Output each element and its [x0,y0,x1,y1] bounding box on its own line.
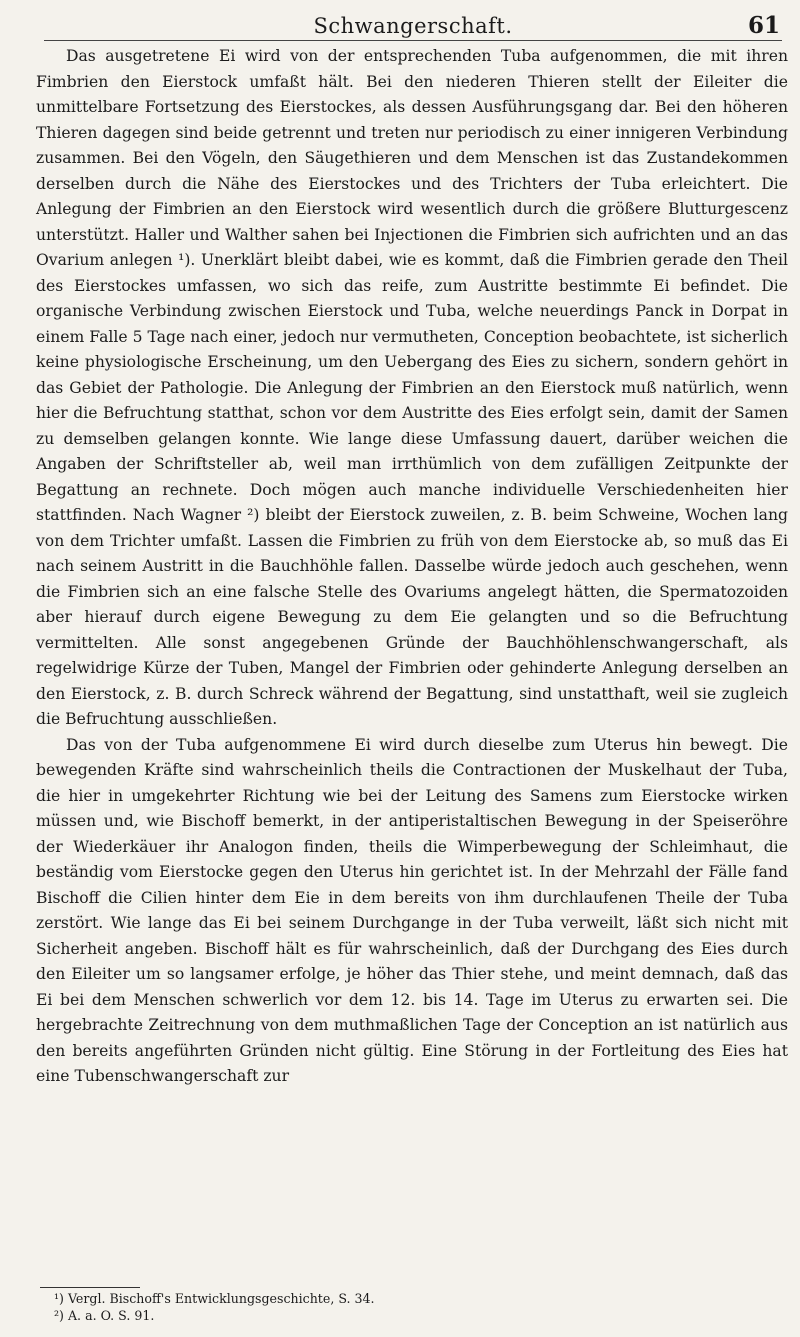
footnotes [54,1290,788,1324]
paragraph-2: Das von der Tuba aufgenommene Ei wird durch dieselbe zum Uterus hin bewegt. Die bewegenden Kräfte sind wahrscheinlich theils die Contractionen der Muskelhaut der Tuba, die hier in umgekehrter Richtung wie bei der Leitung des Samens zum Eierstocke wirken müssen und, wie Bischoff bemerkt, in der antiperistaltischen Bewegung in der Speiseröhre der Wiederkäuer ihr Analogon finden, theils die Wimperbewegung der Schleimhaut, die beständig vom Eierstocke gegen den Uterus hin gerichtet ist. In der Mehrzahl der Fälle fand Bischoff die Cilien hinter dem Eie in dem bereits von ihm durchlaufenen Theile der Tuba zerstört. Wie lange das Ei bei seinem Durchgange in der Tuba verweilt, läßt sich nicht mit Sicherheit angeben. Bischoff hält es für wahrscheinlich, daß der Durchgang des Eies durch den Eileiter um so langsamer erfolge, je höher das Thier stehe, und meint demnach, daß das Ei bei dem Menschen schwerlich vor dem 12. bis 14. Tage im Uterus zu erwarten sei. Die hergebrachte Zeitrechnung von dem muthmaßlichen Tage der Conception an ist natürlich aus den bereits angeführten Gründen nicht gültig. Eine Störung in der Fortleitung des Eies hat eine Tubenschwangerschaft zur [36,735,788,1085]
running-head: Schwangerschaft. [313,14,513,38]
page-header [44,10,782,41]
body-text [36,44,788,1090]
footnote-divider [40,1287,140,1288]
footnote-2: ²) A. a. O. S. 91. [54,1308,155,1323]
paragraph-1: Das ausgetretene Ei wird von der entsprechenden Tuba aufgenommen, die mit ihren Fimbrien den Eierstock umfaßt hält. Bei den niederen Thieren stellt der Eileiter die unmittelbare Fortsetzung des Eierstockes, als dessen Ausführungsgang dar. Bei den höheren Thieren dagegen sind beide getrennt und treten nur periodisch zu einer innigeren Verbindung zusammen. Bei den Vögeln, den Säugethieren und dem Menschen ist das Zustandekommen derselben durch die Nähe des Eierstockes und des Trichters der Tuba erleichtert. Die Anlegung der Fimbrien an den Eierstock wird wesentlich durch die größere Blutturgescenz unterstützt. Haller und Walther sahen bei Injectionen die Fimbrien sich aufrichten und an das Ovarium anlegen ¹). Unerklärt bleibt dabei, wie es kommt, daß die Fimbrien gerade den Theil des Eierstockes umfassen, wo sich das reife, zum Austritte bestimmte Ei befindet. Die organische Verbindung zwischen Eierstock und Tuba, welche neuerdings Panck in Dorpat in einem Falle 5 Tage nach einer, jedoch nur vermutheten, Conception beobachtete, ist sicherlich keine physiologische Erscheinung, um den Uebergang des Eies zu sichern, sondern gehört in das Gebiet der Pathologie. Die Anlegung der Fimbrien an den Eierstock muß natürlich, wenn hier die Befruchtung statthat, schon vor dem Austritte des Eies erfolgt sein, damit der Samen zu demselben gelangen konnte. Wie lange diese Umfassung dauert, darüber weichen die Angaben der Schriftsteller ab, weil man irrthümlich von dem zufälligen Zeitpunkte der Begattung an rechnete. Doch mögen auch manche individuelle Verschiedenheiten hier stattfinden. Nach Wagner ²) bleibt der Eierstock zuweilen, z. B. beim Schweine, Wochen lang von dem Trichter umfaßt. Lassen die Fimbrien zu früh von dem Eierstocke ab, so muß das Ei nach seinem Austritt in die Bauchhöhle fallen. Dasselbe würde jedoch auch geschehen, wenn die Fimbrien sich an eine falsche Stelle des Ovariums angelegt hätten, die Spermatozoiden aber hierauf durch eigene Bewegung zu dem Eie gelangten und so die Befruchtung vermittelten. Alle sonst angegebenen Gründe der Bauchhöhlenschwangerschaft, als regelwidrige Kürze der Tuben, Mangel der Fimbrien oder gehinderte Anlegung derselben an den Eierstock, z. B. durch Schreck während der Begattung, sind unstatthaft, weil sie zugleich die Befruchtung ausschließen. [36,47,788,728]
footnote-1: ¹) Vergl. Bischoff's Entwicklungsgeschichte, S. 34. [54,1291,375,1306]
page-number: 61 [747,12,780,39]
book-page [36,0,788,1337]
